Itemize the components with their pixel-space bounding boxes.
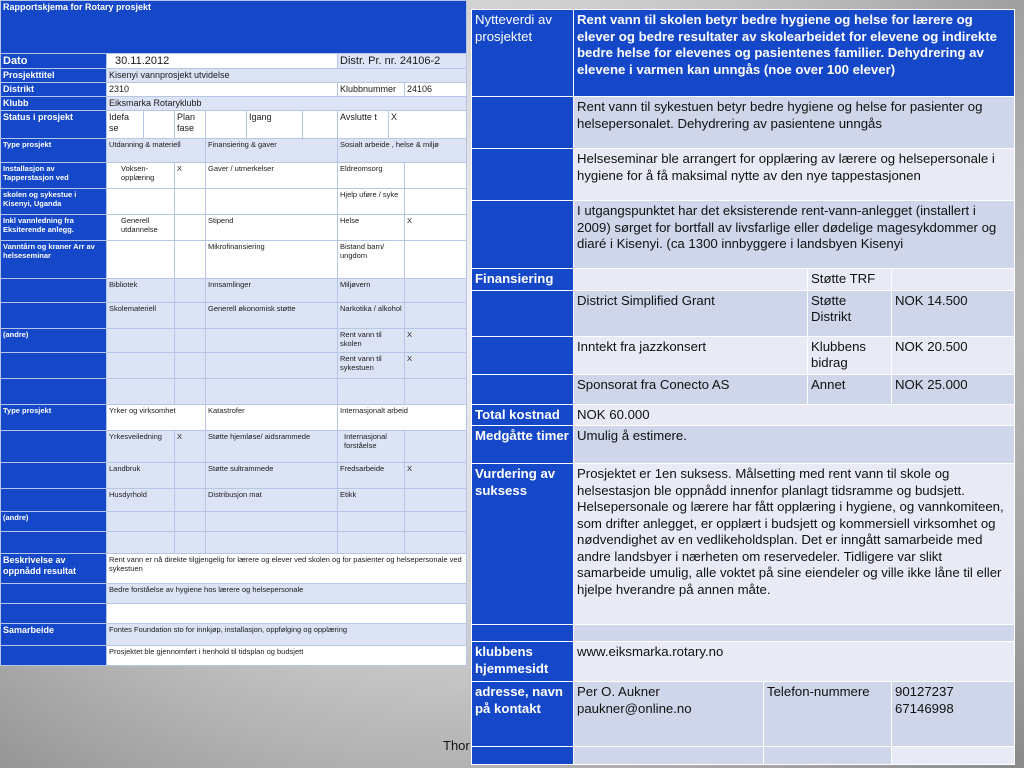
fin-row-3-amount[interactable]: NOK 25.000 bbox=[892, 374, 1015, 404]
opt-yrkesveiledning-mark[interactable]: X bbox=[175, 430, 206, 462]
status-avsluttet-mark[interactable]: X bbox=[389, 111, 467, 139]
opt-voksenopplaering[interactable]: Voksen-opplæring bbox=[107, 163, 175, 189]
fin-row-2-type[interactable]: Klubbens bidrag bbox=[808, 336, 892, 374]
opt-voksenopplaering-mark[interactable]: X bbox=[175, 163, 206, 189]
medgatte-timer-value[interactable]: Umulig å estimere. bbox=[574, 426, 1015, 464]
opt-fredsarbeide-mark[interactable]: X bbox=[405, 462, 467, 488]
fin-row-3-type[interactable]: Annet bbox=[808, 374, 892, 404]
opt-bistand-mark[interactable] bbox=[405, 241, 467, 279]
fin-row-1-amount[interactable]: NOK 14.500 bbox=[892, 290, 1015, 336]
opt-husdyrhold[interactable]: Husdyrhold bbox=[107, 488, 175, 511]
distrikt-label: Distrikt bbox=[1, 83, 107, 97]
vurdering-value[interactable]: Prosjektet er 1en suksess. Målsetting med rent vann til skole og helsestasjon ble oppnådd innenfor planlagt tidsramme og budsjett. Helsepersonale og lærere har fått opplæring i hygiene, og vannkomiteen, som drifter anlegget, er opplært i budsjett og kommersiell virksomhet og nødvendighet av en vedlikeholdsplan. Det er inngått samarbeide med andre landsbyer i nærheten om reservedeler. Tidligere var slikt samarbeide umulig, alle voktet på sine eiendeler og ville ikke låne til eller hjelpe hverandre på annen måte. bbox=[574, 464, 1015, 625]
dato-value[interactable]: 30.11.2012 bbox=[107, 54, 338, 69]
nytteverdi-text-4[interactable]: I utgangspunktet har det eksisterende rent-vann-anlegget (installert i 2009) sørget for bortfall av livsfarlige eller dødelige magesykdommer og diaré i Kisenyi. (ca 1300 innbyggere i landsbyen Kisenyi bbox=[574, 201, 1015, 269]
telefon-1: 90127237 bbox=[895, 684, 954, 699]
cat-utdanning: Utdanning & materiell bbox=[107, 139, 206, 163]
opt-internasjonal-forstaelse[interactable]: Internasjonal forståelse bbox=[338, 430, 405, 462]
type-prosjekt-label: Type prosjekt bbox=[1, 139, 107, 163]
opt-helse-mark[interactable]: X bbox=[405, 215, 467, 241]
status-planfase[interactable]: Plan fase bbox=[175, 111, 206, 139]
opt-skolemateriell[interactable]: Skolemateriell bbox=[107, 303, 175, 329]
beskrivelse-line-1[interactable]: Rent vann er nå direkte tilgjengelig for lærere og elever ved skolen og for pasienter og helsepersonale ved sykestuen bbox=[107, 553, 467, 583]
hjemmeside-value[interactable]: www.eiksmarka.rotary.no bbox=[574, 642, 1015, 682]
opt-internasjonal-forstaelse-mark[interactable] bbox=[405, 430, 467, 462]
opt-gaver[interactable]: Gaver / utmerkelser bbox=[206, 163, 338, 189]
opt-bibliotek-mark[interactable] bbox=[175, 279, 206, 303]
fin-row-3-name[interactable]: Sponsorat fra Conecto AS bbox=[574, 374, 808, 404]
opt-husdyrhold-mark[interactable] bbox=[175, 488, 206, 511]
opt-eldreomsorg-mark[interactable] bbox=[405, 163, 467, 189]
opt-hjelp-ufore[interactable]: Hjelp uføre / syke bbox=[338, 189, 405, 215]
kontakt-info[interactable] bbox=[574, 682, 764, 747]
andre-label-2: (andre) bbox=[1, 511, 107, 531]
cat-internasjonalt: Internasjonalt arbeid bbox=[338, 404, 467, 430]
opt-bistand[interactable]: Bistand barn/ ungdom bbox=[338, 241, 405, 279]
installasjon-label: Installasjon av Tapperstasjon ved bbox=[1, 163, 107, 189]
opt-eldreomsorg[interactable]: Eldreomsorg bbox=[338, 163, 405, 189]
opt-rent-vann-sykestuen[interactable]: Rent vann til sykestuen bbox=[338, 353, 405, 379]
opt-generell-utdannelse-mark[interactable] bbox=[175, 215, 206, 241]
type-prosjekt-label-2: Type prosjekt bbox=[1, 404, 107, 430]
report-form-left bbox=[0, 0, 467, 666]
total-kostnad-value[interactable]: NOK 60.000 bbox=[574, 404, 1015, 426]
kontakt-name: Per O. Aukner bbox=[577, 684, 660, 699]
fin-row-1-name[interactable]: District Simplified Grant bbox=[574, 290, 808, 336]
klubb-label: Klubb bbox=[1, 97, 107, 111]
distrikt-value[interactable]: 2310 bbox=[107, 83, 338, 97]
opt-distribusjon-mat[interactable]: Distribusjon mat bbox=[206, 488, 338, 511]
opt-rent-vann-skolen-mark[interactable]: X bbox=[405, 329, 467, 353]
klubb-value[interactable]: Eiksmarka Rotaryklubb bbox=[107, 97, 467, 111]
nytteverdi-text-3[interactable]: Helseseminar ble arrangert for opplæring av lærere og helsepersonale i hygiene for å få maksimal nytte av den nye tappestasjonen bbox=[574, 149, 1015, 201]
skolen-label: skolen og sykestue i Kisenyi, Uganda bbox=[1, 189, 107, 215]
medgatte-timer-label: Medgåtte timer bbox=[472, 426, 574, 464]
status-planfase-check[interactable] bbox=[206, 111, 247, 139]
footer-text: Thor bbox=[443, 738, 470, 753]
opt-miljovern[interactable]: Miljøvern bbox=[338, 279, 405, 303]
status-avsluttet[interactable]: Avslutte t bbox=[338, 111, 389, 139]
samarbeide-label: Samarbeide bbox=[1, 623, 107, 645]
beskrivelse-label: Beskrivelse av oppnådd resultat bbox=[1, 553, 107, 583]
opt-rent-vann-sykestuen-mark[interactable]: X bbox=[405, 353, 467, 379]
opt-miljovern-mark[interactable] bbox=[405, 279, 467, 303]
opt-mikrofinansiering[interactable]: Mikrofinansiering bbox=[206, 241, 338, 279]
distr-value[interactable]: Distr. Pr. nr. 24106-2 bbox=[338, 54, 467, 69]
status-idefase[interactable]: Idefa se bbox=[107, 111, 144, 139]
andre-label-1: (andre) bbox=[1, 329, 107, 353]
cat-katastrofer: Katastrofer bbox=[206, 404, 338, 430]
klubbnummer-label: Klubbnummer bbox=[338, 83, 405, 97]
opt-helse[interactable]: Helse bbox=[338, 215, 405, 241]
opt-landbruk[interactable]: Landbruk bbox=[107, 462, 175, 488]
telefon-numbers[interactable] bbox=[892, 682, 1015, 747]
status-igang-check[interactable] bbox=[303, 111, 338, 139]
beskrivelse-line-2[interactable]: Bedre forståelse av hygiene hos lærere og helsepersonale bbox=[107, 583, 467, 603]
status-label: Status i prosjekt bbox=[1, 111, 107, 139]
opt-stipend[interactable]: Stipend bbox=[206, 215, 338, 241]
stotte-trf-header: Støtte TRF bbox=[808, 269, 892, 291]
cat-sosialt: Sosialt arbeide , helse & miljø bbox=[338, 139, 467, 163]
opt-hjelp-ufore-mark[interactable] bbox=[405, 189, 467, 215]
status-idefase-check[interactable] bbox=[144, 111, 175, 139]
opt-narkotika-mark[interactable] bbox=[405, 303, 467, 329]
cat-yrker: Yrker og virksomhet bbox=[107, 404, 206, 430]
total-kostnad-label: Total kostnad bbox=[472, 404, 574, 426]
opt-innsamlinger[interactable]: Innsamlinger bbox=[206, 279, 338, 303]
opt-stotte-sultrammede[interactable]: Støtte sultrammede bbox=[206, 462, 338, 488]
vanntarn-label: Vanntårn og kraner Arr av helseseminar bbox=[1, 241, 107, 279]
opt-bibliotek[interactable]: Bibliotek bbox=[107, 279, 175, 303]
prosjekttitel-value[interactable]: Kisenyi vannprosjekt utvidelse bbox=[107, 69, 467, 83]
opt-landbruk-mark[interactable] bbox=[175, 462, 206, 488]
kontakt-email[interactable]: paukner@online.no bbox=[577, 700, 692, 716]
samarbeide-line-2[interactable]: Prosjektet ble gjennomført i henhold til tidsplan og budsjett bbox=[107, 645, 467, 665]
inkl-label: Inkl vannledning fra Eksiterende anlegg. bbox=[1, 215, 107, 241]
opt-rent-vann-skolen[interactable]: Rent vann til skolen bbox=[338, 329, 405, 353]
adresse-label: adresse, navn på kontakt bbox=[472, 682, 574, 747]
opt-narkotika[interactable]: Narkotika / alkohol bbox=[338, 303, 405, 329]
opt-etikk[interactable]: Etikk bbox=[338, 488, 405, 511]
opt-generell-utdannelse[interactable]: Generell utdannelse bbox=[107, 215, 175, 241]
form-title: Rapportskjema for Rotary prosjekt bbox=[1, 1, 467, 54]
nytteverdi-text-2[interactable]: Rent vann til sykestuen betyr bedre hygiene og helse for pasienter og helsepersonalet. Dehydrering av pasientene unngås bbox=[574, 97, 1015, 149]
fin-row-2-amount[interactable]: NOK 20.500 bbox=[892, 336, 1015, 374]
cat-finansiering: Finansiering & gaver bbox=[206, 139, 338, 163]
vurdering-label: Vurdering av suksess bbox=[472, 464, 574, 625]
prosjekttitel-label: Prosjekttitel bbox=[1, 69, 107, 83]
opt-fredsarbeide[interactable]: Fredsarbeide bbox=[338, 462, 405, 488]
fin-row-2-name[interactable]: Inntekt fra jazzkonsert bbox=[574, 336, 808, 374]
samarbeide-line-1[interactable]: Fontes Foundation sto for innkjøp, installasjon, oppfølging og opplæring bbox=[107, 623, 467, 645]
klubbnummer-value[interactable]: 24106 bbox=[405, 83, 467, 97]
finansiering-label: Finansiering bbox=[472, 269, 574, 291]
telefon-2: 67146998 bbox=[895, 700, 954, 716]
opt-generell-okonomisk[interactable]: Generell økonomisk støtte bbox=[206, 303, 338, 329]
nytteverdi-text-1[interactable]: Rent vann til skolen betyr bedre hygiene og helse for lærere og elever og bedre resultater av skolearbeidet for elevene og indirekte bedre helse for elevenes og pasientenes familier. Dehydrering av elevene i varmen kan unngås (noe over 100 elever) bbox=[574, 10, 1015, 97]
status-igang[interactable]: Igang bbox=[247, 111, 303, 139]
opt-skolemateriell-mark[interactable] bbox=[175, 303, 206, 329]
hjemmeside-label: klubbens hjemmesidt bbox=[472, 642, 574, 682]
report-form-right bbox=[471, 9, 1015, 765]
telefon-label: Telefon-nummere bbox=[764, 682, 892, 747]
dato-label: Dato bbox=[1, 54, 107, 69]
opt-stotte-hjemlose[interactable]: Støtte hjemløse/ aidsrammede bbox=[206, 430, 338, 462]
opt-etikk-mark[interactable] bbox=[405, 488, 467, 511]
fin-row-1-type[interactable]: Støtte Distrikt bbox=[808, 290, 892, 336]
opt-yrkesveiledning[interactable]: Yrkesveiledning bbox=[107, 430, 175, 462]
nytteverdi-label: Nytteverdi av prosjektet bbox=[472, 10, 574, 97]
